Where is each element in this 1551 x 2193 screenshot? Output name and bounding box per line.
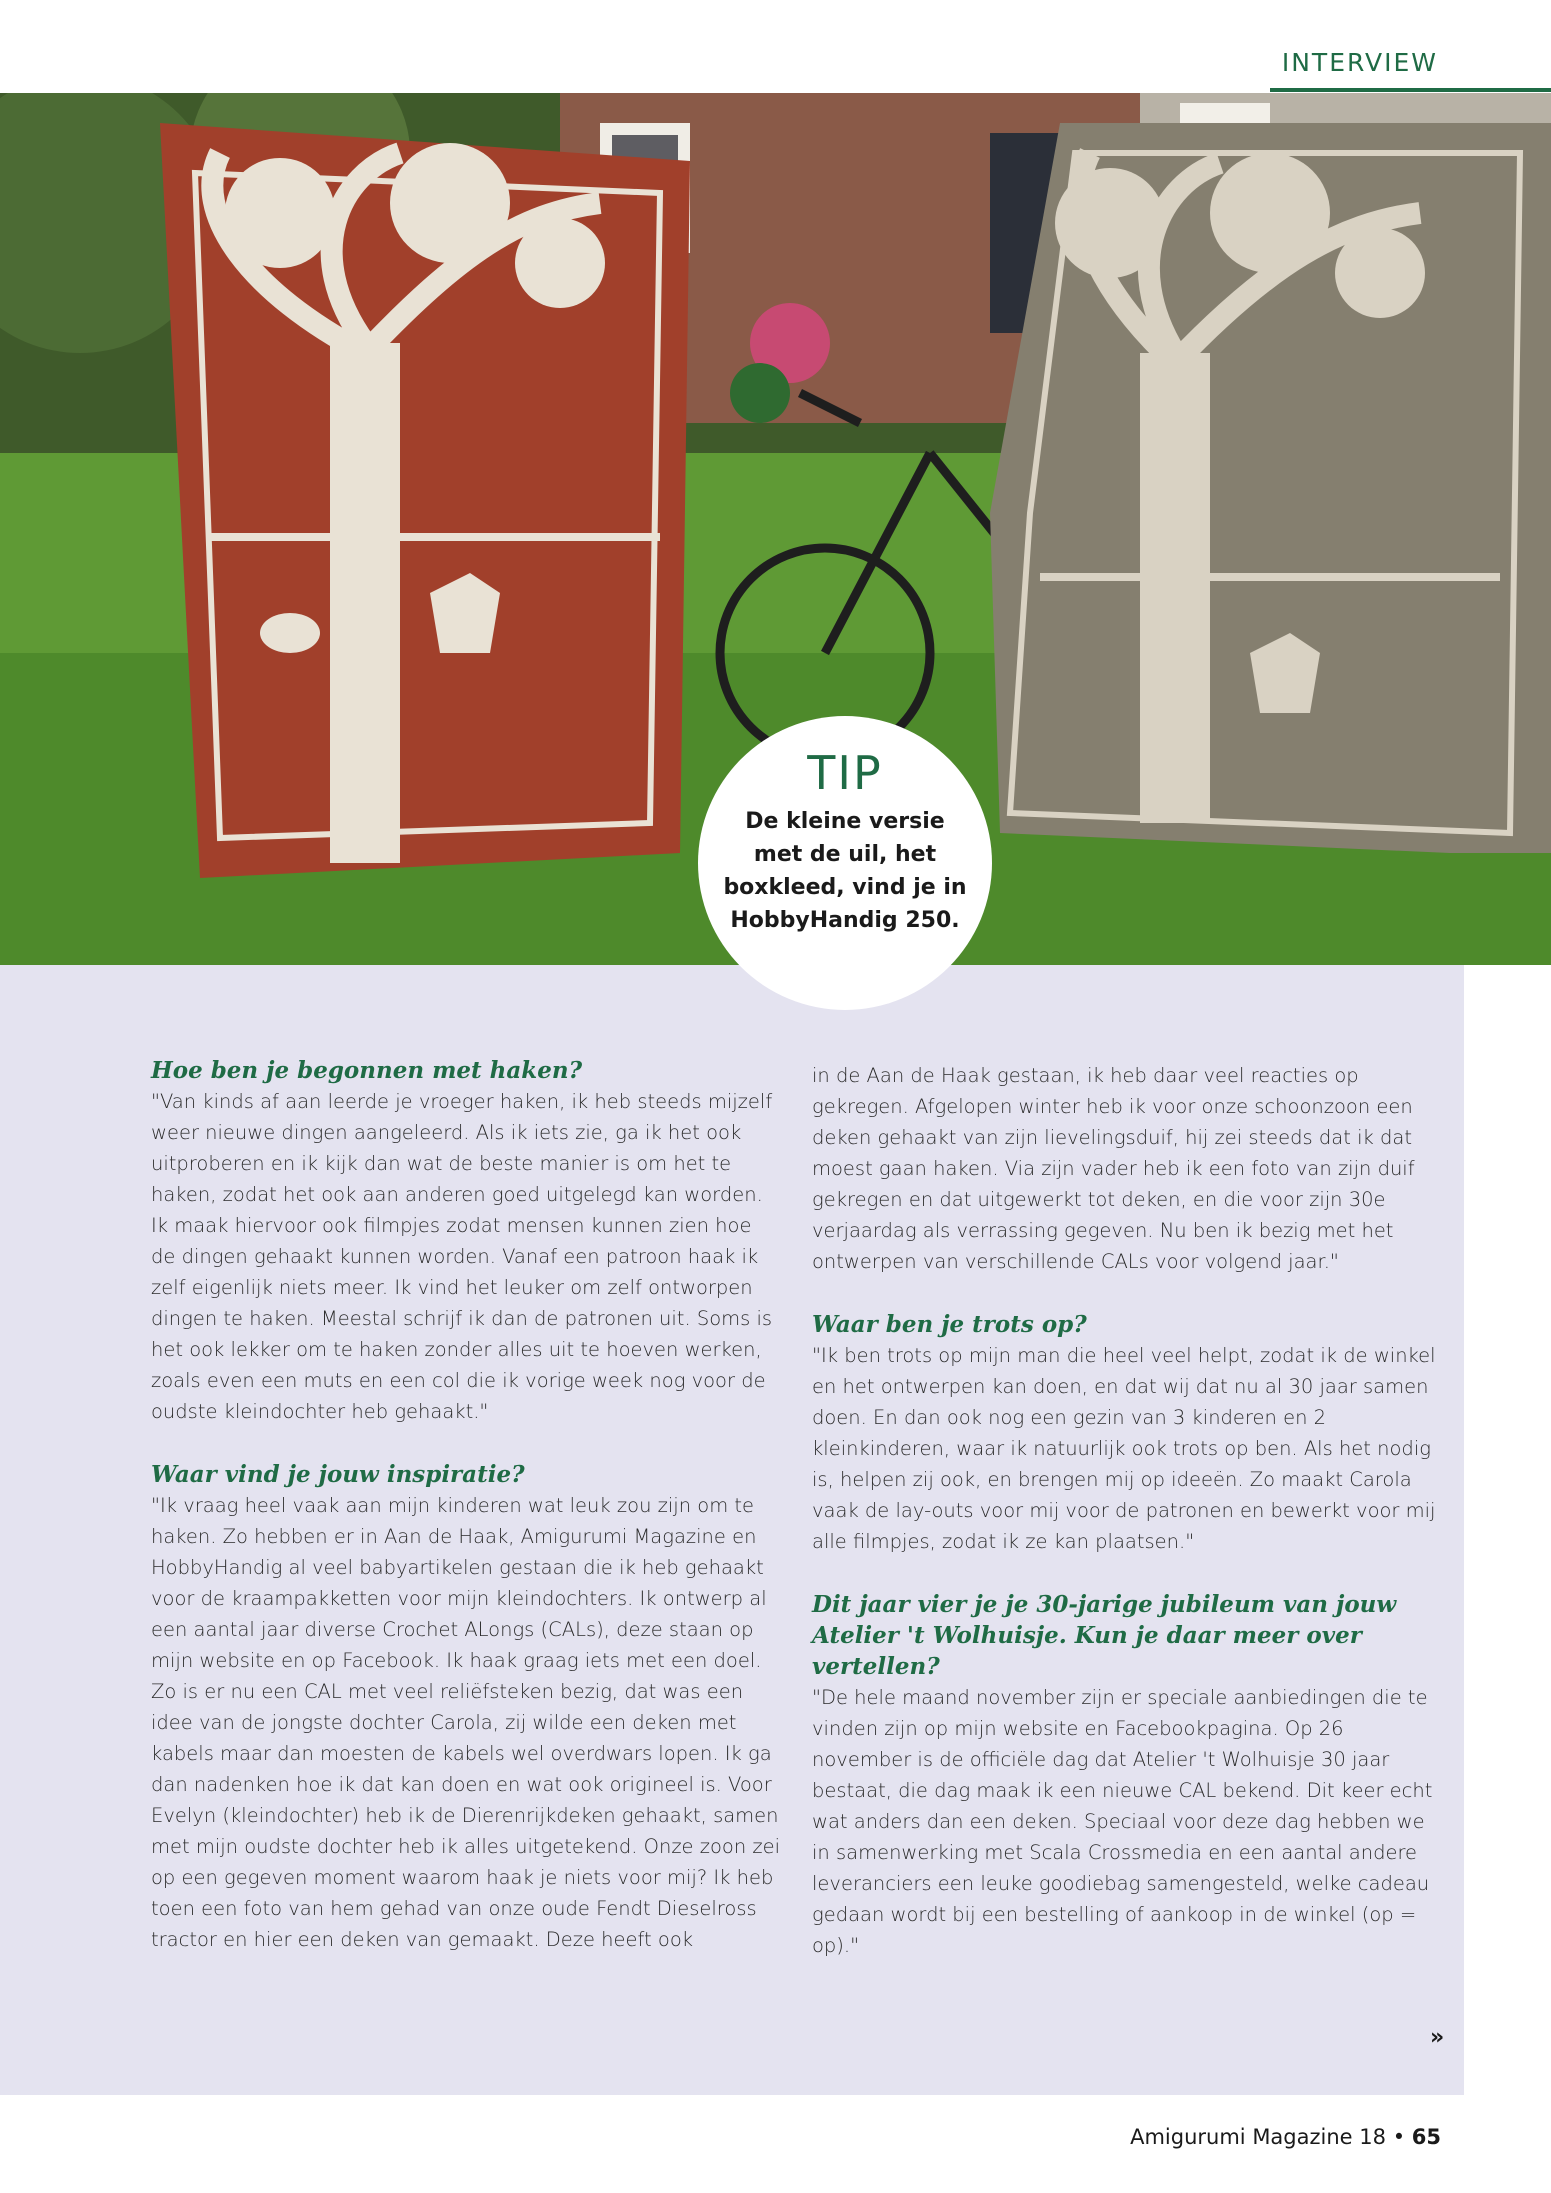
page-footer [1130, 2125, 1441, 2149]
right-column [812, 1060, 1442, 1979]
magazine-name: Amigurumi Magazine 18 [1130, 2125, 1386, 2149]
section-body: "Van kinds af aan leerde je vroeger haken, ik heb steeds mijzelf weer nieuwe dingen aangeleerd. Als ik iets zie, ga ik het ook uitproberen en ik kijk dan wat de beste manier is om het te haken, zodat het ook aan anderen goed uitgelegd kan worden. Ik maak hiervoor ook filmpjes zodat mensen kunnen zien hoe de dingen gehaakt kunnen worden. Vanaf een patroon haak ik zelf eigenlijk niets meer. Ik vind het leuker om zelf ontworpen dingen te haken. Meestal schrijf ik dan de patronen uit. Soms is het ook lekker om te haken zonder alles uit te hoeven werken, zoals even een muts en een col die ik vorige week nog voor de oudste kleindochter heb gehaakt." [151, 1090, 773, 1423]
continue-marker: » [1430, 2025, 1445, 2050]
section-rule [1270, 88, 1551, 92]
footer-separator: • [1392, 2125, 1406, 2149]
tip-title: TIP [807, 746, 883, 800]
section-body: "Ik vraag heel vaak aan mijn kinderen wat leuk zou zijn om te haken. Zo hebben er in Aan de Haak, Amigurumi Magazine en HobbyHandig al veel babyartikelen gestaan die ik heb gehaakt voor de kraampakketten voor mijn kleindochters. Ik ontwerp al een aantal jaar diverse Crochet ALongs (CALs), deze staan op mijn website en op Facebook. Ik haak graag iets met een doel. Zo is er nu een CAL met veel reliëfsteken bezig, dat was een idee van de jongste dochter Carola, zij wilde een deken met kabels maar dan moesten de kabels wel overdwars lopen. Ik ga dan nadenken hoe ik dat kan doen en wat ook origineel is. Voor Evelyn (kleindochter) heb ik de Dierenrijkdeken gehaakt, samen met mijn oudste dochter heb ik alles uitgetekend. Onze zoon zei op een gegeven moment waarom haak je niets voor mij? Ik heb toen een foto van hem gehad van onze oude Fendt Dieselross tractor en hier een deken van gemaakt. Deze heeft ook [151, 1494, 781, 1951]
section-body: "De hele maand november zijn er speciale aanbiedingen die te vinden zijn op mijn website en Facebookpagina. Op 26 november is de officiële dag dat Atelier 't Wolhuisje 30 jaar bestaat, die dag maak ik een nieuwe CAL bekend. Dit keer echt wat anders dan een deken. Speciaal voor deze dag hebben we in samenwerking met Scala Crossmedia en een aantal andere leveranciers een leuke goodiebag samengesteld, welke cadeau gedaan wordt bij een bestelling of aankoop in de winkel (op = op)." [812, 1686, 1433, 1957]
section-body: "Ik ben trots op mijn man die heel veel helpt, zodat ik de winkel en het ontwerpen kan doen, en dat wij dat nu al 30 jaar samen doen. En dan ook nog een gezin van 3 kinderen en 2 kleinkinderen, waar ik natuurlijk ook trots op ben. Als het nodig is, helpen zij ook, en brengen mij op ideeën. Zo maakt Carola vaak de lay-outs voor mij voor de patronen en bewerkt voor mij alle filmpjes, zodat ik ze kan plaatsen." [812, 1344, 1436, 1553]
tip-text: De kleine versie met de uil, het boxkleed, vind je in HobbyHandig 250. [723, 808, 967, 933]
grey-blanket-image [990, 123, 1551, 853]
tip-callout [698, 716, 992, 1010]
section-body-continued: in de Aan de Haak gestaan, ik heb daar veel reacties op gekregen. Afgelopen winter heb ik voor onze schoonzoon een deken gehaakt van zijn lievelingsduif, hij zei steeds dat ik dat moest gaan haken. Via zijn vader heb ik een foto van zijn duif gekregen en dat uitgewerkt tot deken, en die voor zijn 30e verjaardag als verrassing gegeven. Nu ben ik bezig met het ontwerpen van verschillende CALs voor volgend jaar." [812, 1064, 1415, 1273]
rust-blanket-image [160, 123, 690, 878]
left-column [151, 1055, 781, 1973]
section-label: INTERVIEW [1281, 48, 1438, 77]
section-heading: Dit jaar vier je je 30-jarige jubileum van jouw Atelier 't Wolhuisje. Kun je daar meer over vertellen? [812, 1591, 1397, 1680]
section-heading: Waar ben je trots op? [812, 1311, 1087, 1338]
section-heading: Waar vind je jouw inspiratie? [151, 1461, 525, 1488]
section-heading: Hoe ben je begonnen met haken? [151, 1057, 583, 1084]
page-number: 65 [1411, 2125, 1441, 2149]
